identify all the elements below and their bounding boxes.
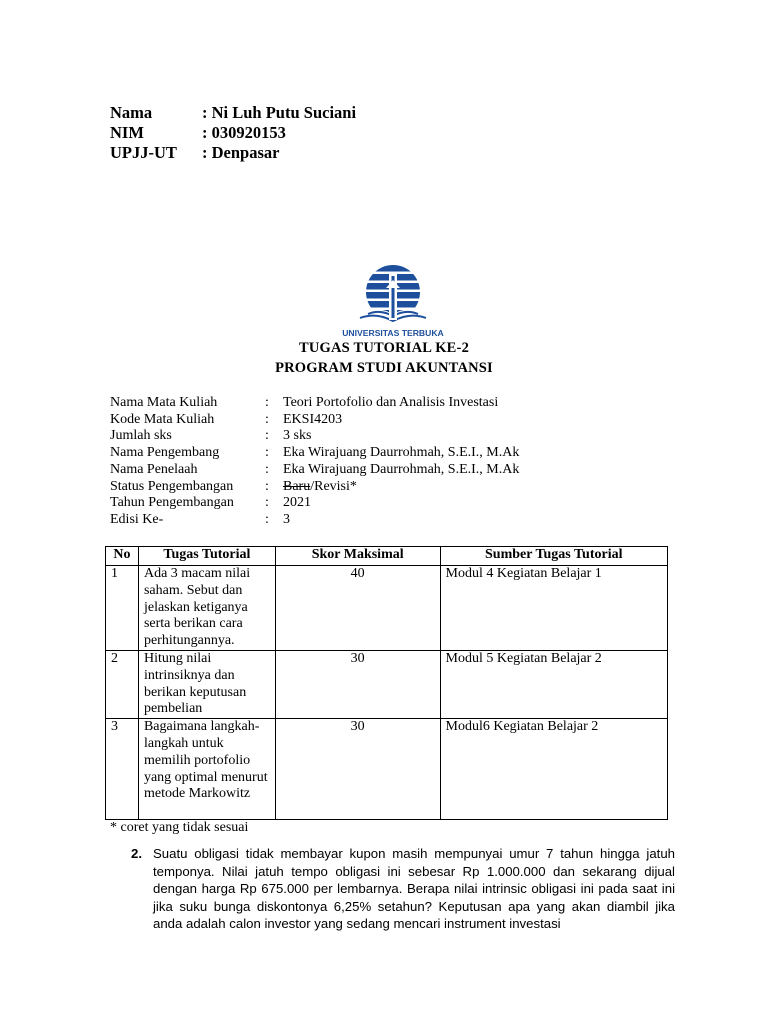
task-text: Ada 3 macam nilai saham. Sebut dan jelaskan ketiganya serta berikan cara perhitungannya. [138, 566, 275, 651]
status-struck-value: Baru [283, 478, 311, 494]
row-number: 3 [106, 719, 139, 820]
meta-colon: : [265, 395, 269, 410]
student-nim-label: NIM [110, 123, 144, 142]
meta-colon: : [265, 428, 269, 444]
question-number: 2. [131, 846, 142, 861]
column-header: No [106, 547, 139, 566]
status-rest-value: /Revisi* [310, 478, 357, 494]
meta-row [110, 445, 519, 462]
document-subtitle: PROGRAM STUDI AKUNTANSI [275, 360, 493, 376]
universitas-terbuka-logo [338, 262, 448, 340]
logo-text: UNIVERSITAS TERBUKA [342, 328, 444, 338]
student-name-value: : Ni Luh Putu Suciani [202, 103, 357, 122]
meta-colon: : [265, 461, 269, 477]
max-score: 40 [275, 566, 440, 651]
meta-colon: : [265, 495, 269, 511]
task-source: Modul6 Kegiatan Belajar 2 [440, 719, 667, 820]
meta-label: Kode Mata Kuliah [110, 411, 215, 427]
question-2 [131, 845, 675, 933]
student-upjj-row [110, 143, 356, 163]
meta-row [110, 462, 519, 479]
meta-value: Eka Wirajuang Daurrohmah, S.E.I., M.Ak [283, 445, 520, 461]
meta-row [110, 412, 519, 429]
student-name-label: Nama [110, 103, 153, 122]
meta-row [110, 495, 519, 512]
task-text: Bagaimana langkah-langkah untuk memilih portofolio yang optimal menurut metode Markowitz [138, 719, 275, 820]
meta-label: Nama Mata Kuliah [110, 395, 218, 410]
meta-label: Status Pengembangan [110, 478, 234, 494]
table-row [106, 650, 668, 718]
meta-value: 3 [283, 511, 290, 527]
student-upjj-value: : Denpasar [202, 143, 280, 162]
meta-value: 2021 [283, 495, 311, 511]
meta-row [110, 479, 519, 496]
table-header-row [106, 547, 668, 566]
table-row [106, 566, 668, 651]
student-nim-value: : 030920153 [202, 123, 286, 142]
meta-colon: : [265, 478, 269, 494]
meta-row [110, 428, 519, 445]
column-header: Tugas Tutorial [138, 547, 275, 566]
student-info [110, 103, 356, 163]
meta-value [283, 479, 357, 496]
meta-label: Tahun Pengembangan [110, 495, 234, 511]
question-text: Suatu obligasi tidak membayar kupon masih mempunyai umur 7 tahun hingga jatuh temponya. Nilai jatuh tempo obligasi ini sebesar Rp 1.000.000 dan sekarang dijual dengan harga Rp 675.000 per lembarnya. Berapa nilai intrinsic obligasi ini pada saat ini jika suku bunga diskontonya 6,25% setahun? Keputusan apa yang akan diambil jika anda adalah calon investor yang sedang mencari instrument investasi [153, 846, 675, 932]
meta-colon: : [265, 445, 269, 461]
column-header: Sumber Tugas Tutorial [440, 547, 667, 566]
task-source: Modul 5 Kegiatan Belajar 2 [440, 650, 667, 718]
table-row [106, 719, 668, 820]
meta-colon: : [265, 411, 269, 427]
meta-row [110, 395, 519, 412]
student-nim-row [110, 123, 356, 143]
max-score: 30 [275, 650, 440, 718]
meta-colon: : [265, 511, 269, 527]
strike-note: * coret yang tidak sesuai [110, 820, 249, 835]
task-source: Modul 4 Kegiatan Belajar 1 [440, 566, 667, 651]
meta-value: EKSI4203 [283, 411, 343, 427]
task-text: Hitung nilai intrinsiknya dan berikan keputusan pembelian [138, 650, 275, 718]
meta-value: Teori Portofolio dan Analisis Investasi [283, 395, 499, 410]
tutorial-tasks-table [105, 546, 668, 820]
row-number: 2 [106, 650, 139, 718]
meta-row [110, 512, 519, 529]
meta-label: Nama Penelaah [110, 461, 198, 477]
meta-label: Jumlah sks [110, 428, 172, 444]
row-number: 1 [106, 566, 139, 651]
meta-value: 3 sks [283, 428, 312, 444]
meta-label: Edisi Ke- [110, 511, 164, 527]
max-score: 30 [275, 719, 440, 820]
meta-value: Eka Wirajuang Daurrohmah, S.E.I., M.Ak [283, 461, 520, 477]
course-info [110, 395, 519, 529]
meta-label: Nama Pengembang [110, 445, 220, 461]
student-name-row [110, 103, 356, 123]
document-title: TUGAS TUTORIAL KE-2 [298, 340, 470, 356]
student-upjj-label: UPJJ-UT [110, 143, 177, 162]
column-header: Skor Maksimal [275, 547, 440, 566]
